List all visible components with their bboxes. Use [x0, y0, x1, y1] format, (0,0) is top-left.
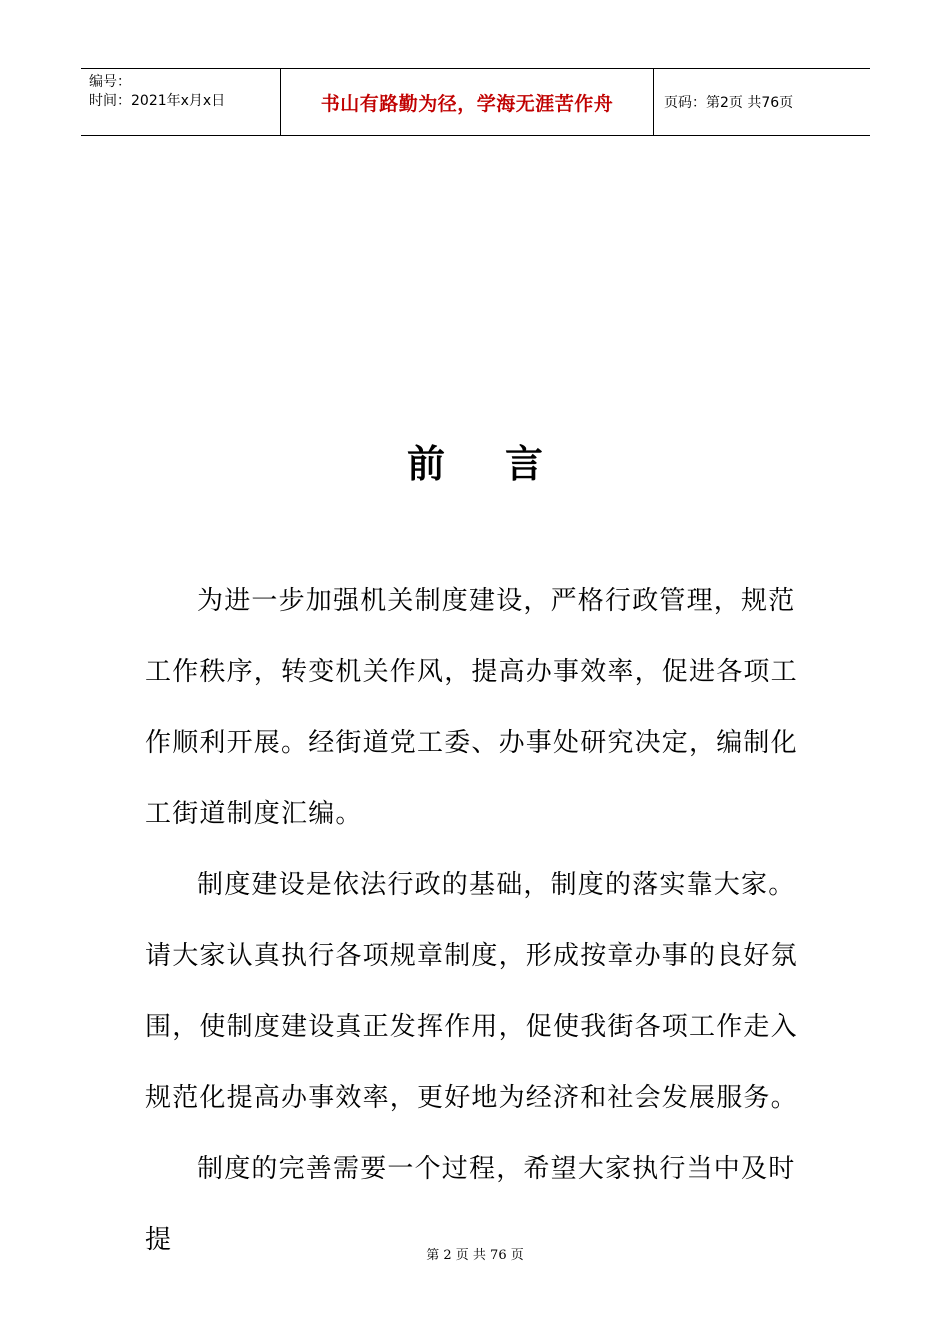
document-time-label: 时间：2021年x月x日 [89, 93, 226, 109]
document-number-label: 编号： [89, 74, 131, 90]
page-footer: 第 2 页 共 76 页 [426, 1248, 524, 1263]
document-body [145, 566, 810, 1276]
paragraph: 制度的完善需要一个过程，希望大家执行当中及时提 [145, 1154, 796, 1255]
page-title: 前言 [406, 441, 603, 486]
header-page-info: 页码：第2页 共76页 [664, 95, 794, 111]
paragraph: 为进一步加强机关制度建设，严格行政管理，规范工作秩序，转变机关作风，提高办事效率，促进各项工作顺利开展。经街道党工委、办事处研究决定，编制化工街道制度汇编。 [145, 586, 798, 829]
header-meta-cell [81, 69, 281, 135]
paragraph: 制度建设是依法行政的基础，制度的落实靠大家。请大家认真执行各项规章制度，形成按章办事的良好氛围，使制度建设真正发挥作用，促使我街各项工作走入规范化提高办事效率，更好地为经济和社会发展服务。 [145, 870, 798, 1113]
page-header [81, 68, 870, 136]
header-motto: 书山有路勤为径，学海无涯苦作舟 [281, 69, 654, 135]
